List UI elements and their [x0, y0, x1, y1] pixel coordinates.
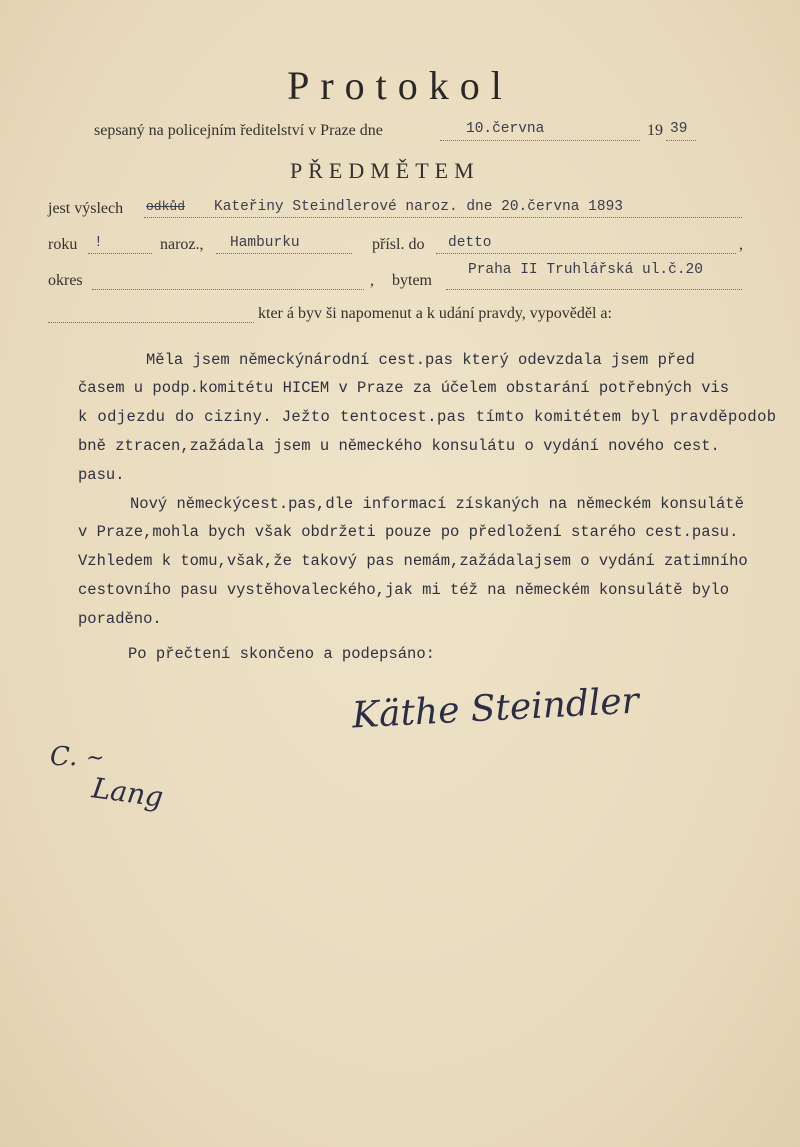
subject-dotline: [144, 217, 742, 218]
signature-initial: C.: [50, 742, 78, 772]
bytem-dotline: [446, 289, 742, 290]
body-line: Měla jsem německýnárodní cest.pas který odevzdala jsem před: [146, 351, 695, 369]
naroz-dotline: [216, 253, 352, 254]
year-value: 39: [670, 121, 688, 137]
jest-label: jest výslech: [48, 200, 124, 217]
body-line: poraděno.: [78, 610, 162, 628]
blank-dotline: [48, 322, 254, 323]
naroz-label: naroz.,: [160, 236, 204, 253]
subject-value: Kateřiny Steindlerové naroz. dne 20.června 1893: [214, 199, 623, 215]
year-prefix: 19: [647, 122, 663, 139]
prisl-dotline: [436, 253, 736, 254]
bytem-label: bytem: [392, 272, 432, 289]
body-line: Vzhledem k tomu,však,že takový pas nemám,zažádalajsem o vydání zatimního: [78, 552, 748, 570]
closing-line: Po přečtení skončeno a podepsáno:: [128, 645, 435, 663]
signature-main: Käthe Steindler: [351, 680, 640, 737]
date-value: 10.června: [466, 121, 545, 137]
roku-label: roku: [48, 236, 78, 253]
body-line: časem u podp.komitétu HICEM v Praze za účelem obstarání potřebných vis: [78, 379, 730, 397]
document-title: Protokol: [287, 63, 513, 108]
body-line: pasu.: [78, 466, 125, 484]
body-line: k odjezdu do ciziny. Ježto tentocest.pas tímto komitétem byl pravděpodob: [78, 408, 777, 426]
okres-label: okres: [48, 272, 83, 289]
signature-scribble: ~: [86, 746, 105, 771]
bytem-value: Praha II Truhlářská ul.č.20: [468, 262, 703, 278]
prisl-value: detto: [448, 235, 492, 251]
comma-mark: ,: [739, 236, 743, 253]
sepsany-label: sepsaný na policejním ředitelství v Praze dne: [94, 122, 383, 139]
year-dotline: [666, 140, 696, 141]
prisl-label: přísl. do: [372, 236, 425, 253]
predmetem-heading: PŘEDMĚTEM: [290, 158, 480, 183]
signature-official: Lang: [90, 771, 166, 814]
roku-value: !: [94, 235, 103, 251]
body-line: Nový německýcest.pas,dle informací získaných na německém konsulátě: [130, 495, 744, 513]
body-line: cestovního pasu vystěhovaleckého,jak mi též na německém konsulátě bylo: [78, 581, 730, 599]
okres-dotline: [92, 289, 364, 290]
body-line: bně ztracen,zažádala jsem u německého konsulátu o vydání nového cest.: [78, 437, 720, 455]
body-line: v Praze,mohla bych však obdržeti pouze po předložení starého cest.pasu.: [78, 523, 739, 541]
comma-mark: ,: [370, 272, 374, 289]
ktera-line: kter á byv ši napomenut a k udání pravdy, vypověděl a:: [258, 305, 612, 322]
struck-word: odkůd: [146, 199, 186, 214]
roku-dotline: [88, 253, 152, 254]
naroz-value: Hamburku: [230, 235, 300, 251]
date-dotline: [440, 140, 640, 141]
